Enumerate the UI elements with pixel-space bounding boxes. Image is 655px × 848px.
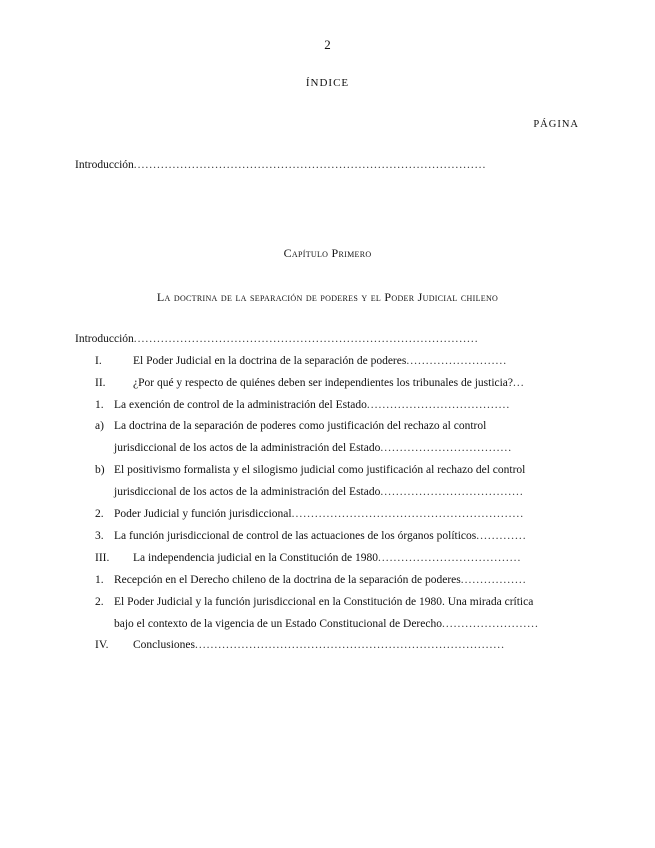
- index-title: ÍNDICE: [305, 77, 350, 89]
- toc-entry-text: La exención de control de la administración del Estado: [114, 399, 367, 411]
- toc-entry: [95, 639, 505, 651]
- toc-entry-leader: .....................................: [366, 399, 511, 411]
- toc-entry: [75, 333, 479, 345]
- toc-entry-number: a): [95, 420, 104, 432]
- toc-intro-label: Introducción: [75, 159, 134, 171]
- toc-entry-number: I.: [95, 355, 102, 367]
- chapter-subtitle: La doctrina de la separación de poderes y el Poder Judicial chileno: [156, 290, 499, 304]
- toc-entry-text: La función jurisdiccional de control de las actuaciones de los órganos políticos: [114, 530, 477, 542]
- toc-entry-text: Conclusiones: [133, 639, 195, 651]
- toc-entry-leader: .....................................: [380, 486, 524, 498]
- toc-entry-number: 2.: [95, 508, 104, 520]
- toc-entry-text: El Poder Judicial en la doctrina de la separación de poderes: [133, 355, 407, 367]
- toc-entry-leader: .........................................................................................: [133, 333, 479, 345]
- toc-entry-text: El positivismo formalista y el silogismo judicial como justificación al rechazo del control: [114, 464, 526, 476]
- toc-entry-leader: ..................................: [380, 442, 513, 454]
- toc-entry-number: II.: [95, 377, 106, 389]
- page-number: 2: [324, 37, 331, 52]
- toc-entry: [95, 399, 510, 411]
- toc-entry-text: La independencia judicial en la Constitución de 1980: [133, 552, 378, 564]
- toc-entry-text: Introducción: [75, 333, 134, 345]
- toc-entry: [95, 530, 527, 542]
- toc-entry: [95, 377, 525, 389]
- toc-entry-text: Recepción en el Derecho chileno de la doctrina de la separación de poderes: [114, 574, 461, 586]
- toc-entry-leader: .................: [460, 574, 527, 586]
- toc-entry-number: 1.: [95, 399, 104, 411]
- toc-entry-number: 2.: [95, 596, 104, 608]
- toc-entry-text: La doctrina de la separación de poderes como justificación del rechazo al control: [114, 420, 487, 432]
- toc-entry-number: IV.: [95, 639, 109, 651]
- toc-entry-number: b): [95, 464, 105, 476]
- toc-entry-leader: ................................................................................: [194, 639, 505, 651]
- toc-entry-number: 3.: [95, 530, 104, 542]
- toc-entry-leader: .........................: [441, 618, 539, 630]
- toc-entry-continuation: [114, 618, 539, 630]
- toc-entry-text: El Poder Judicial y la función jurisdiccional en la Constitución de 1980. Una mirada crítica: [114, 596, 534, 608]
- toc-entry-text: bajo el contexto de la vigencia de un Estado Constitucional de Derecho: [114, 618, 442, 630]
- toc-entry: [95, 355, 507, 367]
- toc-intro-leader: ...........................................................................................: [133, 159, 487, 171]
- page-column-label: PÁGINA: [533, 119, 579, 130]
- toc-entry-continuation: [114, 442, 512, 454]
- toc-intro: [75, 159, 486, 171]
- toc-entry-number: III.: [95, 552, 110, 564]
- toc-entry-leader: ..........................: [406, 355, 508, 367]
- toc-entry-leader: .............: [476, 530, 527, 542]
- toc-entry-continuation: [114, 486, 524, 498]
- toc-entry: [95, 574, 527, 586]
- toc-entry-leader: .....................................: [377, 552, 522, 564]
- chapter-title: Capítulo Primero: [283, 246, 372, 260]
- toc-entry-number: 1.: [95, 574, 104, 586]
- toc-entry: [95, 552, 521, 564]
- toc-entry: [95, 508, 524, 520]
- toc-entry-text: ¿Por qué y respecto de quiénes deben ser independientes los tribunales de justicia?: [133, 377, 514, 389]
- toc-entry-leader: ...: [513, 377, 525, 389]
- toc-entry-leader: ............................................................: [291, 508, 525, 520]
- toc-entry-text: jurisdiccional de los actos de la administración del Estado: [114, 486, 381, 498]
- toc-entry-text: Poder Judicial y función jurisdiccional: [114, 508, 292, 520]
- toc-entry-text: jurisdiccional de los actos de la administración del Estado: [114, 442, 381, 454]
